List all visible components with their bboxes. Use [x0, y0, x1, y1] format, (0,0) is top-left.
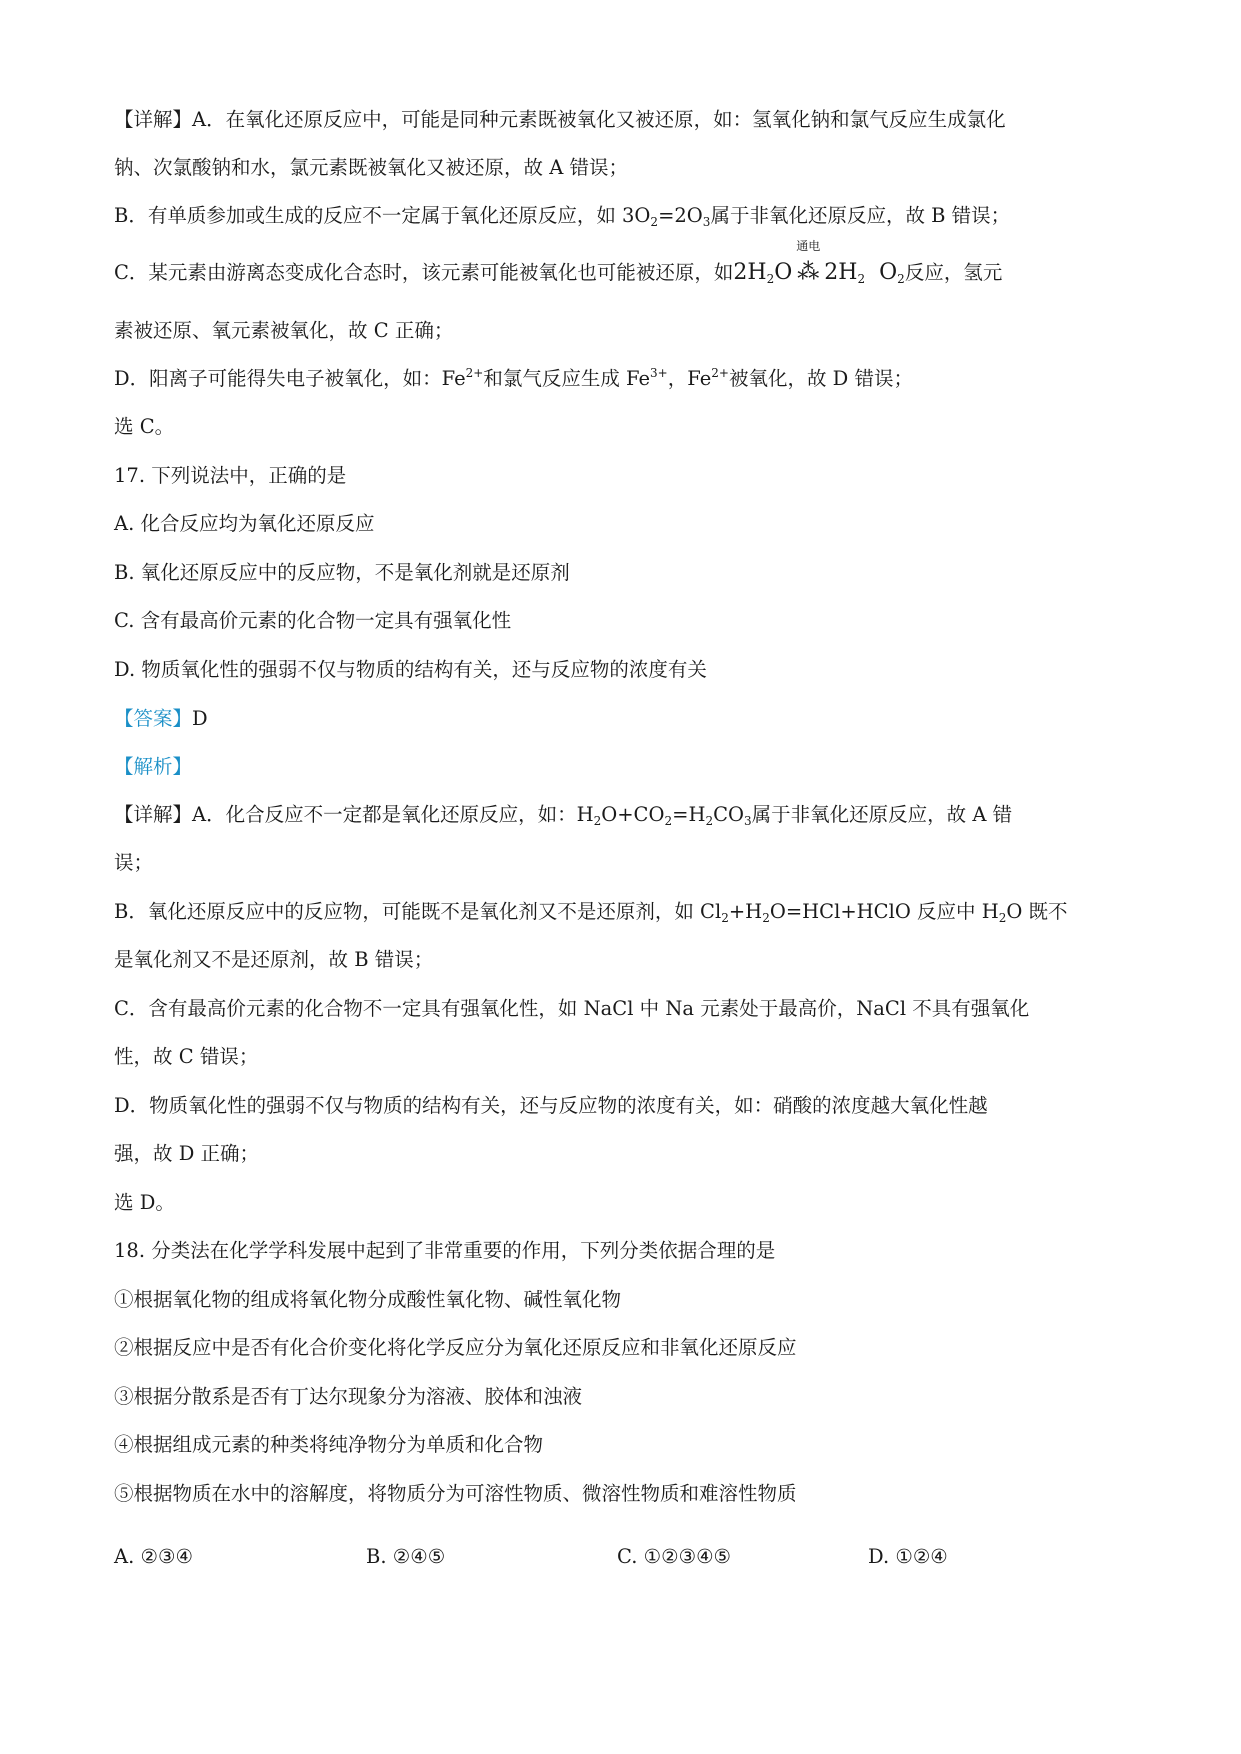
analysis-heading: 【解析】 [114, 755, 193, 778]
detail-line-equation: C．某元素由游离态变成化合态时，该元素可能被氧化也可能被还原，如$2H_2O$ 通电 ⁂ $2H_2$ $O_2$反应，氢元 [114, 239, 1003, 286]
detail-line: D．阳离子可能得失电子被氧化，如：$Fe^{2+}$和氯气反应生成 $Fe^{3+}$，$Fe^{2+}$被氧化，故 D 错误； [114, 366, 914, 390]
detail-line: B．有单质参加或生成的反应不一定属于氧化还原反应，如 $3O_2=2O_3$属于非氧化还原反应，故 B 错误； [114, 204, 1011, 229]
detail-line: C．含有最高价元素的化合物不一定具有强氧化性，如 NaCl 中 Na 元素处于最高价，NaCl 不具有强氧化 [114, 997, 1030, 1020]
detail-line: B．氧化还原反应中的反应物，可能既不是氧化剂又不是还原剂，如 $Cl_2+H_2O=HCl+HClO$ 反应中 $H_2O$ 既不 [114, 900, 1068, 925]
statement-item: ③根据分散系是否有丁达尔现象分为溶液、胶体和浊液 [114, 1385, 583, 1408]
chemical-equation: $2H_2O$ 通电 ⁂ $2H_2$ $O_2$ [733, 239, 905, 286]
detail-line: 性，故 C 错误； [114, 1045, 259, 1068]
option-b: B. ②④⑤ [366, 1545, 446, 1568]
detail-line: 【详解】A．化合反应不一定都是氧化还原反应，如：$H_2O+CO_2=H_2CO_3$属于非氧化还原反应，故 A 错 [114, 803, 1013, 828]
detail-line: D．物质氧化性的强弱不仅与物质的结构有关，还与反应物的浓度有关，如：硝酸的浓度越大氧化性越 [114, 1094, 988, 1117]
detail-line: 是氧化剂又不是还原剂，故 B 错误； [114, 948, 434, 971]
option-d: D. 物质氧化性的强弱不仅与物质的结构有关，还与反应物的浓度有关 [114, 658, 707, 681]
option-a: A. ②③④ [114, 1545, 193, 1568]
answer-tag: 【答案】 [114, 707, 193, 730]
question-stem: 17. 下列说法中，正确的是 [114, 464, 347, 487]
detail-line: 强，故 D 正确； [114, 1142, 260, 1165]
option-b: B. 氧化还原反应中的反应物，不是氧化剂就是还原剂 [114, 561, 570, 584]
option-c: C. ①②③④⑤ [617, 1545, 732, 1568]
choose-line: 选 C。 [114, 415, 175, 438]
statement-item: ④根据组成元素的种类将纯净物分为单质和化合物 [114, 1433, 544, 1456]
detail-line [114, 153, 1134, 183]
question-stem: 18. 分类法在化学学科发展中起到了非常重要的作用，下列分类依据合理的是 [114, 1239, 776, 1262]
statement-item: ⑤根据物质在水中的溶解度，将物质分为可溶性物质、微溶性物质和难溶性物质 [114, 1482, 797, 1505]
detail-text: 钠、次氯酸钠和水，氯元素既被氧化又被还原，故 A 错误； [114, 156, 628, 179]
answer-options [114, 1542, 1134, 1572]
detail-line: 素被还原、氧元素被氧化，故 C 正确； [114, 319, 454, 342]
answer-line [114, 704, 1134, 734]
reaction-condition: 通电 ⁂ [796, 239, 821, 285]
statement-item: ①根据氧化物的组成将氧化物分成酸性氧化物、碱性氧化物 [114, 1288, 622, 1311]
answer-value: D [192, 707, 208, 730]
option-d: D. ①②④ [868, 1545, 948, 1568]
statement-item: ②根据反应中是否有化合价变化将化学反应分为氧化还原反应和非氧化还原反应 [114, 1336, 797, 1359]
option-a: A. 化合反应均为氧化还原反应 [114, 512, 375, 535]
detail-line [114, 105, 1134, 135]
choose-line: 选 D。 [114, 1191, 175, 1214]
option-c: C. 含有最高价元素的化合物一定具有强氧化性 [114, 609, 512, 632]
detail-line: 误； [114, 851, 154, 874]
detail-text: 【详解】A．在氧化还原反应中，可能是同种元素既被氧化又被还原，如：氢氧化钠和氯气反应生成氯化 [114, 108, 1006, 131]
